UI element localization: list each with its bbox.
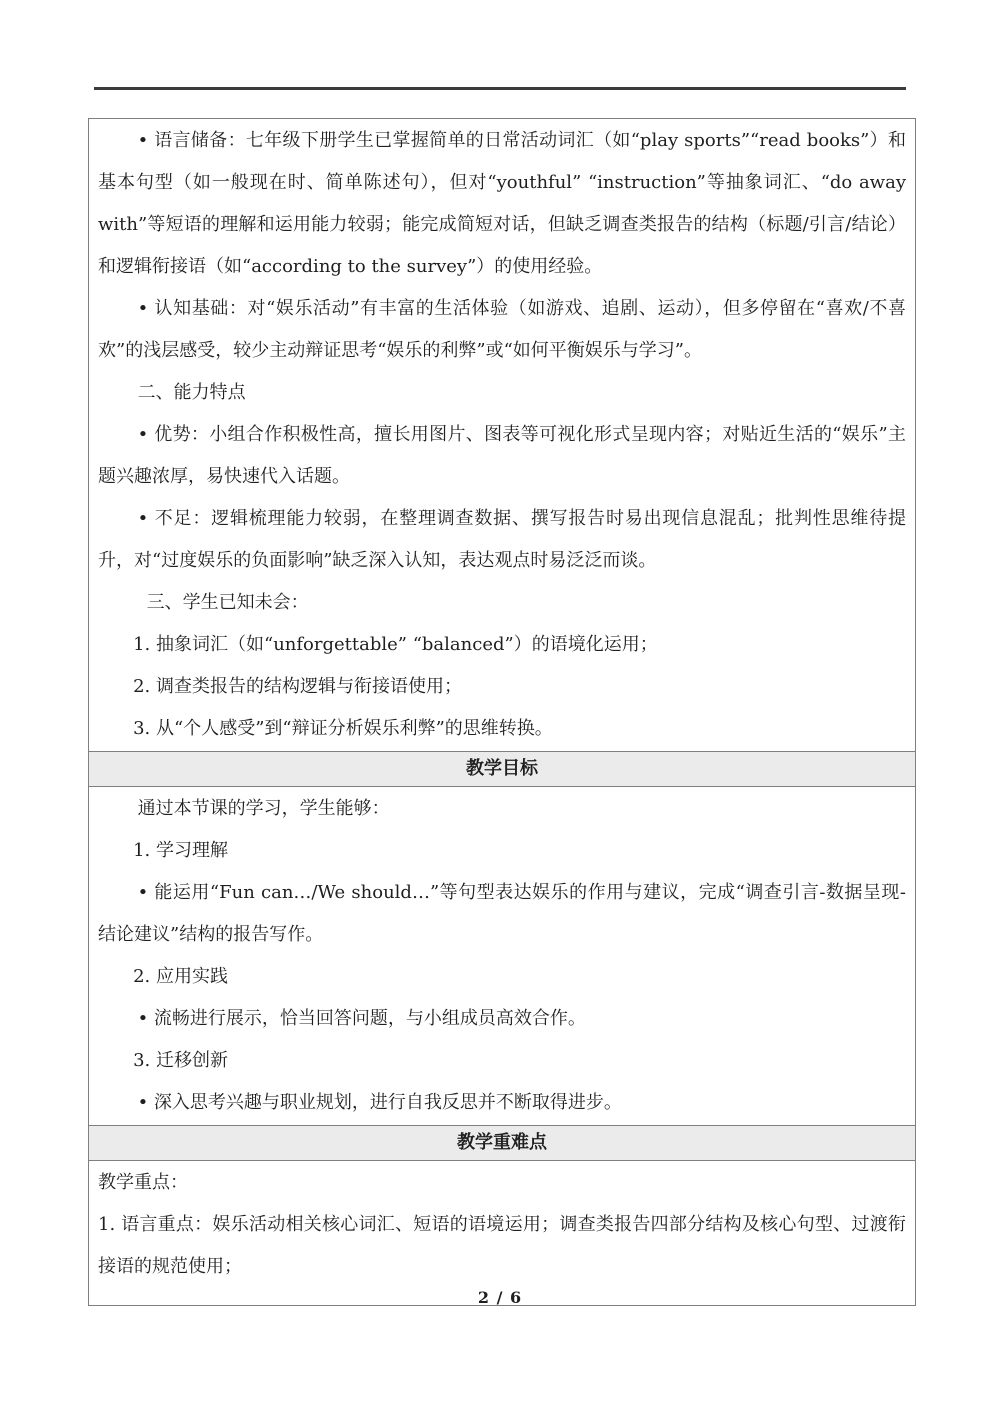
bullet-paragraph: • 能运用“Fun can…/We should…”等句型表达娱乐的作用与建议，完成“调查引言-数据呈现-结论建议”结构的报告写作。 <box>98 882 906 945</box>
numbered-paragraph: 2. 应用实践 <box>133 966 228 987</box>
sub-section-title: 二、能力特点 <box>137 382 246 403</box>
numbered-paragraph: 1. 抽象词汇（如“unforgettable” “balanced”）的语境化运用； <box>133 634 658 655</box>
page-number: 2 / 6 <box>477 1288 523 1307</box>
section-header-keypoints: 教学重难点 <box>89 1126 916 1161</box>
bullet-paragraph: • 流畅进行展示，恰当回答问题，与小组成员高效合作。 <box>137 1008 586 1029</box>
numbered-paragraph: 1. 语言重点：娱乐活动相关核心词汇、短语的语境运用；调查类报告四部分结构及核心句型、过渡衔接语的规范使用； <box>98 1214 906 1277</box>
table-row <box>89 752 916 787</box>
body-paragraph: 通过本节课的学习，学生能够： <box>137 798 390 819</box>
table-row <box>89 787 916 1126</box>
numbered-paragraph: 3. 从“个人感受”到“辩证分析娱乐利弊”的思维转换。 <box>133 718 553 739</box>
numbered-paragraph: 1. 学习理解 <box>133 840 228 861</box>
objectives-cell <box>89 787 916 1126</box>
bullet-paragraph: • 优势：小组合作积极性高，擅长用图片、图表等可视化形式呈现内容；对贴近生活的“娱乐”主题兴趣浓厚，易快速代入话题。 <box>98 424 906 487</box>
table-row <box>89 1126 916 1161</box>
lesson-plan-table <box>88 118 916 1306</box>
bullet-paragraph: • 不足：逻辑梳理能力较弱，在整理调查数据、撰写报告时易出现信息混乱；批判性思维待提升，对“过度娱乐的负面影响”缺乏深入认知，表达观点时易泛泛而谈。 <box>98 508 906 571</box>
header-rule <box>94 87 906 90</box>
sub-section-title: 三、学生已知未会： <box>146 592 309 613</box>
student-analysis-cell <box>89 119 916 752</box>
table-row <box>89 1161 916 1306</box>
bullet-paragraph: • 深入思考兴趣与职业规划，进行自我反思并不断取得进步。 <box>137 1092 622 1113</box>
bullet-paragraph: • 认知基础：对“娱乐活动”有丰富的生活体验（如游戏、追剧、运动），但多停留在“喜欢/不喜欢”的浅层感受，较少主动辩证思考“娱乐的利弊”或“如何平衡娱乐与学习”。 <box>98 298 906 361</box>
section-header-objectives: 教学目标 <box>89 752 916 787</box>
keypoints-cell <box>89 1161 916 1306</box>
body-paragraph: 教学重点： <box>98 1172 188 1193</box>
bullet-paragraph: • 语言储备：七年级下册学生已掌握简单的日常活动词汇（如“play sports”“read books”）和基本句型（如一般现在时、简单陈述句），但对“youthful” “instruction”等抽象词汇、“do away with”等短语的理解和运用能力较弱；能完成简短对话，但缺乏调查类报告的结构（标题/引言/结论）和逻辑衔接语（如“according to the survey”）的使用经验。 <box>98 130 906 277</box>
numbered-paragraph: 2. 调查类报告的结构逻辑与衔接语使用； <box>133 676 462 697</box>
numbered-paragraph: 3. 迁移创新 <box>133 1050 228 1071</box>
table-row <box>89 119 916 752</box>
